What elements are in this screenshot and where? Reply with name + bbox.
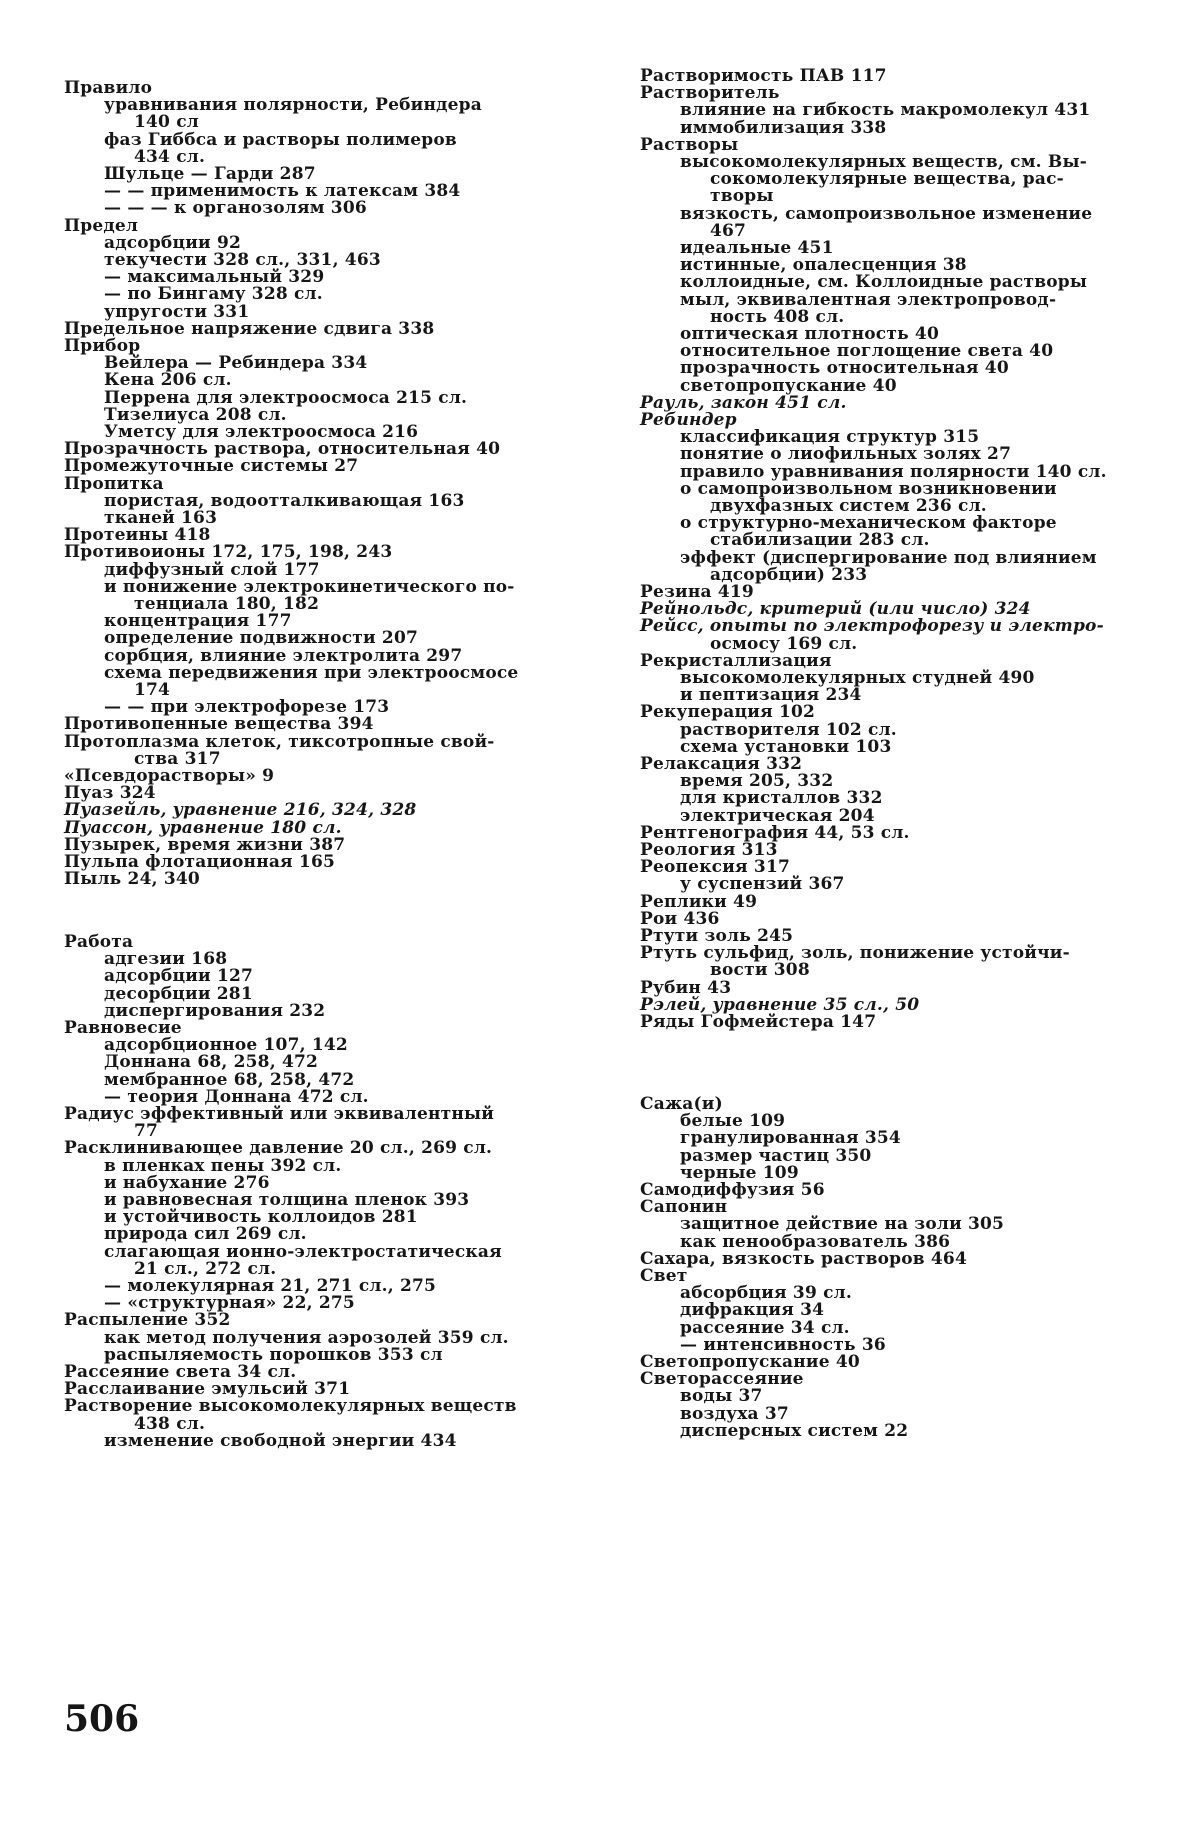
index-entry: Рейнольдс, критерий (или число) 324 (640, 599, 1031, 620)
index-subentry: диффузный слой 177 (104, 559, 320, 580)
index-subentry: Уметсу для электроосмоса 216 (104, 422, 419, 442)
index-subentry: адгезии 168 (104, 949, 228, 970)
index-subentry: размер частиц 350 (680, 1145, 872, 1166)
index-subentry: определение подвижности 207 (104, 628, 418, 649)
index-entry: «Псевдорастворы» 9 (64, 766, 275, 786)
index-subentry: и пептизация 234 (680, 685, 862, 706)
index-entry: Свет (640, 1266, 688, 1286)
index-subentry: тканей 163 (104, 508, 218, 528)
index-subentry: осмосу 169 сл. (710, 633, 858, 654)
index-subentry: оптическая плотность 40 (680, 324, 939, 344)
index-subentry: как метод получения аэрозолей 359 сл. (104, 1327, 509, 1348)
index-subentry: — молекулярная 21, 271 сл., 275 (104, 1276, 437, 1296)
index-entry: Промежуточные системы 27 (64, 456, 359, 477)
index-subentry: концентрация 177 (104, 611, 292, 632)
index-entry: Рентгенография 44, 53 сл. (640, 822, 910, 843)
index-subentry: 438 сл. (134, 1413, 206, 1434)
index-subentry: иммобилизация 338 (680, 117, 887, 138)
index-subentry: и устойчивость коллоидов 281 (104, 1207, 418, 1228)
index-subentry: стабилизации 283 сл. (710, 530, 930, 551)
index-subentry: Кена 206 сл. (104, 370, 232, 391)
index-entry: Пульпа флотационная 165 (64, 852, 336, 872)
index-subentry: — «структурная» 22, 275 (104, 1293, 355, 1314)
index-subentry: изменение свободной энергии 434 (104, 1430, 457, 1451)
index-entry: Реология 313 (640, 840, 778, 860)
index-subentry: и равновесная толщина пленок 393 (104, 1190, 470, 1210)
index-subentry: прозрачность относительная 40 (680, 358, 1009, 379)
index-entry: Рассеяние света 34 сл. (64, 1362, 297, 1382)
page-number: 506 (64, 1698, 140, 1740)
index-subentry: текучести 328 сл., 331, 463 (104, 250, 381, 270)
index-entry: Противоионы 172, 175, 198, 243 (64, 542, 393, 563)
index-entry: Расслаивание эмульсий 371 (64, 1379, 351, 1400)
index-entry: Сахара, вязкость растворов 464 (640, 1248, 967, 1269)
index-entry: Пыль 24, 340 (64, 869, 200, 890)
index-subentry: фаз Гиббса и растворы полимеров (104, 129, 457, 150)
index-subentry: идеальные 451 (680, 238, 834, 258)
index-entry: Рекуперация 102 (640, 702, 816, 723)
index-subentry: природа сил 269 сл. (104, 1224, 307, 1245)
index-subentry: — теория Доннана 472 сл. (104, 1086, 369, 1107)
index-subentry: 174 (134, 680, 171, 700)
index-entry: Светопропускание 40 (640, 1352, 860, 1372)
index-subentry: Перрена для электроосмоса 215 сл. (104, 387, 468, 408)
index-entry: Предельное напряжение сдвига 338 (64, 318, 435, 339)
index-subentry: — по Бингаму 328 сл. (104, 284, 323, 305)
index-subentry: ность 408 сл. (710, 306, 845, 327)
index-subentry: растворителя 102 сл. (680, 719, 897, 740)
index-entry: Пузырек, время жизни 387 (64, 834, 346, 855)
index-entry: Рэлей, уравнение 35 сл., 50 (640, 994, 920, 1015)
index-subentry: уравнивания полярности, Ребиндера (104, 95, 482, 116)
index-subentry: о структурно-механическом факторе (680, 513, 1057, 534)
index-entry: Правило (64, 78, 153, 98)
index-subentry: воздуха 37 (680, 1403, 789, 1424)
index-subentry: абсорбция 39 сл. (680, 1283, 852, 1304)
index-subentry: — интенсивность 36 (680, 1334, 886, 1355)
index-subentry: десорбции 281 (104, 983, 253, 1004)
index-subentry: вости 308 (710, 960, 810, 981)
index-entry: Протоплазма клеток, тиксотропные свой- (64, 731, 495, 752)
index-subentry: диспергирования 232 (104, 1000, 326, 1021)
index-entry: Ребиндер (640, 410, 737, 430)
index-subentry: 21 сл., 272 сл. (134, 1258, 277, 1279)
index-entry: Ртуть сульфид, золь, понижение устойчи- (640, 943, 1070, 964)
index-subentry: тенциала 180, 182 (134, 594, 320, 614)
index-entry: Противопенные вещества 394 (64, 714, 374, 735)
index-subentry: в пленках пены 392 сл. (104, 1155, 342, 1176)
index-subentry: рассеяние 34 сл. (680, 1317, 850, 1338)
index-entry: Реплики 49 (640, 891, 758, 912)
index-entry: Ряды Гофмейстера 147 (640, 1012, 877, 1032)
index-entry: Радиус эффективный или эквивалентный (64, 1104, 495, 1124)
index-subentry: — — — к органозолям 306 (104, 198, 367, 219)
index-subentry: электрическая 204 (680, 805, 875, 826)
index-subentry: двухфазных систем 236 сл. (710, 496, 987, 516)
index-subentry: 77 (134, 1121, 159, 1142)
index-subentry: защитное действие на золи 305 (680, 1214, 1005, 1235)
index-entry: Протеины 418 (64, 525, 211, 546)
index-subentry: слагающая ионно-электростатическая (104, 1241, 502, 1262)
index-subentry: относительное поглощение света 40 (680, 341, 1054, 362)
index-entry: Предел (64, 215, 139, 236)
index-entry: Рубин 43 (640, 977, 732, 998)
index-subentry: коллоидные, см. Коллоидные растворы (680, 272, 1088, 293)
index-entry: Самодиффузия 56 (640, 1180, 825, 1200)
index-entry: Растворимость ПАВ 117 (640, 66, 887, 86)
index-entry: Расклинивающее давление 20 сл., 269 сл. (64, 1138, 493, 1159)
index-entry: Сажа(и) (640, 1094, 723, 1114)
index-subentry: истинные, опалесценция 38 (680, 255, 967, 276)
index-subentry: ства 317 (134, 748, 221, 769)
index-subentry: у суспензий 367 (680, 874, 845, 895)
index-subentry: белые 109 (680, 1111, 786, 1132)
index-subentry: Шульце — Гарди 287 (104, 164, 316, 184)
index-subentry: Доннана 68, 258, 472 (104, 1052, 319, 1073)
index-subentry: Тизелиуса 208 сл. (104, 404, 287, 425)
index-subentry: распыляемость порошков 353 сл (104, 1344, 443, 1365)
index-subentry: высокомолекулярных студней 490 (680, 668, 1035, 688)
index-subentry: адсорбции) 233 (710, 564, 868, 585)
index-subentry: 140 сл (134, 112, 199, 133)
index-entry: Растворы (640, 134, 739, 155)
index-subentry: для кристаллов 332 (680, 788, 883, 809)
index-entry: Ртути золь 245 (640, 926, 794, 946)
index-subentry: адсорбции 92 (104, 232, 242, 253)
index-entry: Резина 419 (640, 582, 754, 602)
index-subentry: гранулированная 354 (680, 1128, 901, 1149)
index-subentry: и набухание 276 (104, 1172, 270, 1193)
index-subentry: и понижение электрокинетического по- (104, 576, 515, 597)
index-subentry: творы (710, 186, 774, 207)
index-subentry: эффект (диспергирование под влиянием (680, 547, 1097, 568)
index-subentry: влияние на гибкость макромолекул 431 (680, 100, 1091, 121)
index-subentry: высокомолекулярных веществ, см. Вы- (680, 152, 1087, 172)
index-entry: Равновесие (64, 1018, 182, 1038)
index-subentry: классификация структур 315 (680, 427, 980, 448)
index-subentry: воды 37 (680, 1386, 763, 1407)
index-entry: Растворение высокомолекулярных веществ (64, 1396, 517, 1417)
index-entry: Рауль, закон 451 сл. (640, 392, 847, 413)
index-subentry: схема установки 103 (680, 736, 892, 757)
index-subentry: мыл, эквивалентная электропровод- (680, 289, 1057, 310)
index-subentry: как пенообразователь 386 (680, 1231, 951, 1252)
index-subentry: сокомолекулярные вещества, рас- (710, 169, 1064, 190)
index-entry: Растворитель (640, 83, 780, 104)
index-entry: Пуассон, уравнение 180 сл. (64, 817, 342, 838)
index-subentry: черные 109 (680, 1162, 799, 1183)
index-entry: Рекристаллизация (640, 650, 832, 671)
index-subentry: время 205, 332 (680, 771, 834, 792)
index-subentry: о самопроизвольном возникновении (680, 478, 1057, 499)
index-subentry: дифракция 34 (680, 1300, 825, 1321)
index-subentry: сорбция, влияние электролита 297 (104, 645, 463, 666)
index-entry: Рейсс, опыты по электрофорезу и электро- (640, 616, 1104, 637)
index-subentry: схема передвижения при электроосмосе (104, 662, 519, 683)
index-subentry: адсорбции 127 (104, 966, 254, 987)
index-subentry: адсорбционное 107, 142 (104, 1035, 348, 1056)
index-entry: Светорассеяние (640, 1369, 804, 1390)
index-subentry: дисперсных систем 22 (680, 1420, 909, 1441)
index-entry: Реопексия 317 (640, 857, 790, 878)
index-subentry: 434 сл. (134, 146, 206, 167)
index-entry: Работа (64, 932, 134, 952)
index-entry: Рои 436 (640, 908, 720, 929)
index-subentry: — максимальный 329 (104, 267, 325, 288)
index-subentry: упругости 331 (104, 301, 250, 322)
index-entry: Пуаз 324 (64, 783, 156, 804)
index-subentry: — — при электрофорезе 173 (104, 697, 390, 718)
index-entry: Распыление 352 (64, 1310, 231, 1331)
index-entry: Прибор (64, 336, 141, 356)
index-entry: Пропитка (64, 473, 164, 494)
index-subentry: мембранное 68, 258, 472 (104, 1069, 355, 1090)
index-subentry: правило уравнивания полярности 140 сл. (680, 461, 1107, 482)
index-entry: Релаксация 332 (640, 754, 803, 774)
index-subentry: светопропускание 40 (680, 375, 897, 396)
index-subentry: Вейлера — Ребиндера 334 (104, 353, 368, 374)
index-subentry: 467 (710, 220, 747, 241)
index-entry: Пуазейль, уравнение 216, 324, 328 (64, 800, 417, 821)
index-subentry: — — применимость к латексам 384 (104, 181, 461, 202)
index-entry: Сапонин (640, 1197, 728, 1218)
index-subentry: вязкость, самопроизвольное изменение (680, 203, 1093, 224)
index-subentry: понятие о лиофильных золях 27 (680, 444, 1012, 465)
index-entry: Прозрачность раствора, относительная 40 (64, 439, 501, 460)
index-subentry: пористая, водоотталкивающая 163 (104, 490, 465, 511)
